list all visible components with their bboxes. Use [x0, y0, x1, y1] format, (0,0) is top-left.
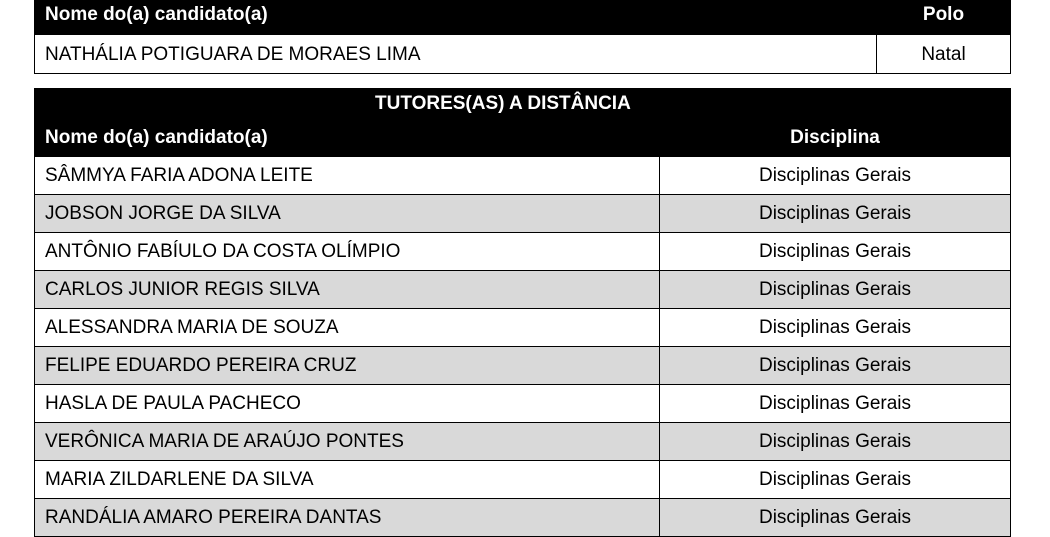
candidate-disciplina: Disciplinas Gerais: [660, 347, 1011, 385]
candidate-disciplina: Disciplinas Gerais: [660, 461, 1011, 499]
tutores-table: [34, 88, 1011, 537]
tutores-table-header: [35, 118, 1011, 157]
tutores-table-title-row: [35, 89, 1011, 118]
table-row: [35, 309, 1011, 347]
candidate-disciplina: Disciplinas Gerais: [660, 157, 1011, 195]
table-row: [35, 233, 1011, 271]
candidate-disciplina: Disciplinas Gerais: [660, 233, 1011, 271]
table-row: [35, 347, 1011, 385]
candidate-name: MARIA ZILDARLENE DA SILVA: [35, 461, 660, 499]
table-row: [35, 157, 1011, 195]
candidate-name: JOBSON JORGE DA SILVA: [35, 195, 660, 233]
polo-table-header: [35, 0, 1011, 35]
table-row: [35, 499, 1011, 537]
candidate-name: HASLA DE PAULA PACHECO: [35, 385, 660, 423]
column-header-name: Nome do(a) candidato(a): [35, 0, 877, 35]
candidate-name: NATHÁLIA POTIGUARA DE MORAES LIMA: [35, 35, 877, 74]
candidate-name: ALESSANDRA MARIA DE SOUZA: [35, 309, 660, 347]
candidate-disciplina: Disciplinas Gerais: [660, 499, 1011, 537]
candidate-name: SÂMMYA FARIA ADONA LEITE: [35, 157, 660, 195]
table-row: [35, 195, 1011, 233]
candidate-disciplina: Disciplinas Gerais: [660, 423, 1011, 461]
candidate-disciplina: Disciplinas Gerais: [660, 385, 1011, 423]
candidate-disciplina: Disciplinas Gerais: [660, 309, 1011, 347]
table-row: [35, 461, 1011, 499]
table-row: [35, 423, 1011, 461]
table-row: [35, 271, 1011, 309]
candidate-name: RANDÁLIA AMARO PEREIRA DANTAS: [35, 499, 660, 537]
table-title: TUTORES(AS) A DISTÂNCIA: [35, 89, 1011, 118]
polo-table: [34, 0, 1011, 74]
candidate-name: ANTÔNIO FABÍULO DA COSTA OLÍMPIO: [35, 233, 660, 271]
column-header-polo: Polo: [877, 0, 1011, 35]
candidate-name: FELIPE EDUARDO PEREIRA CRUZ: [35, 347, 660, 385]
candidate-name: VERÔNICA MARIA DE ARAÚJO PONTES: [35, 423, 660, 461]
candidate-polo: Natal: [877, 35, 1011, 74]
column-header-disciplina: Disciplina: [660, 118, 1011, 157]
candidate-disciplina: Disciplinas Gerais: [660, 271, 1011, 309]
column-header-name: Nome do(a) candidato(a): [35, 118, 660, 157]
table-row: [35, 35, 1011, 74]
candidate-disciplina: Disciplinas Gerais: [660, 195, 1011, 233]
candidate-name: CARLOS JUNIOR REGIS SILVA: [35, 271, 660, 309]
table-row: [35, 385, 1011, 423]
